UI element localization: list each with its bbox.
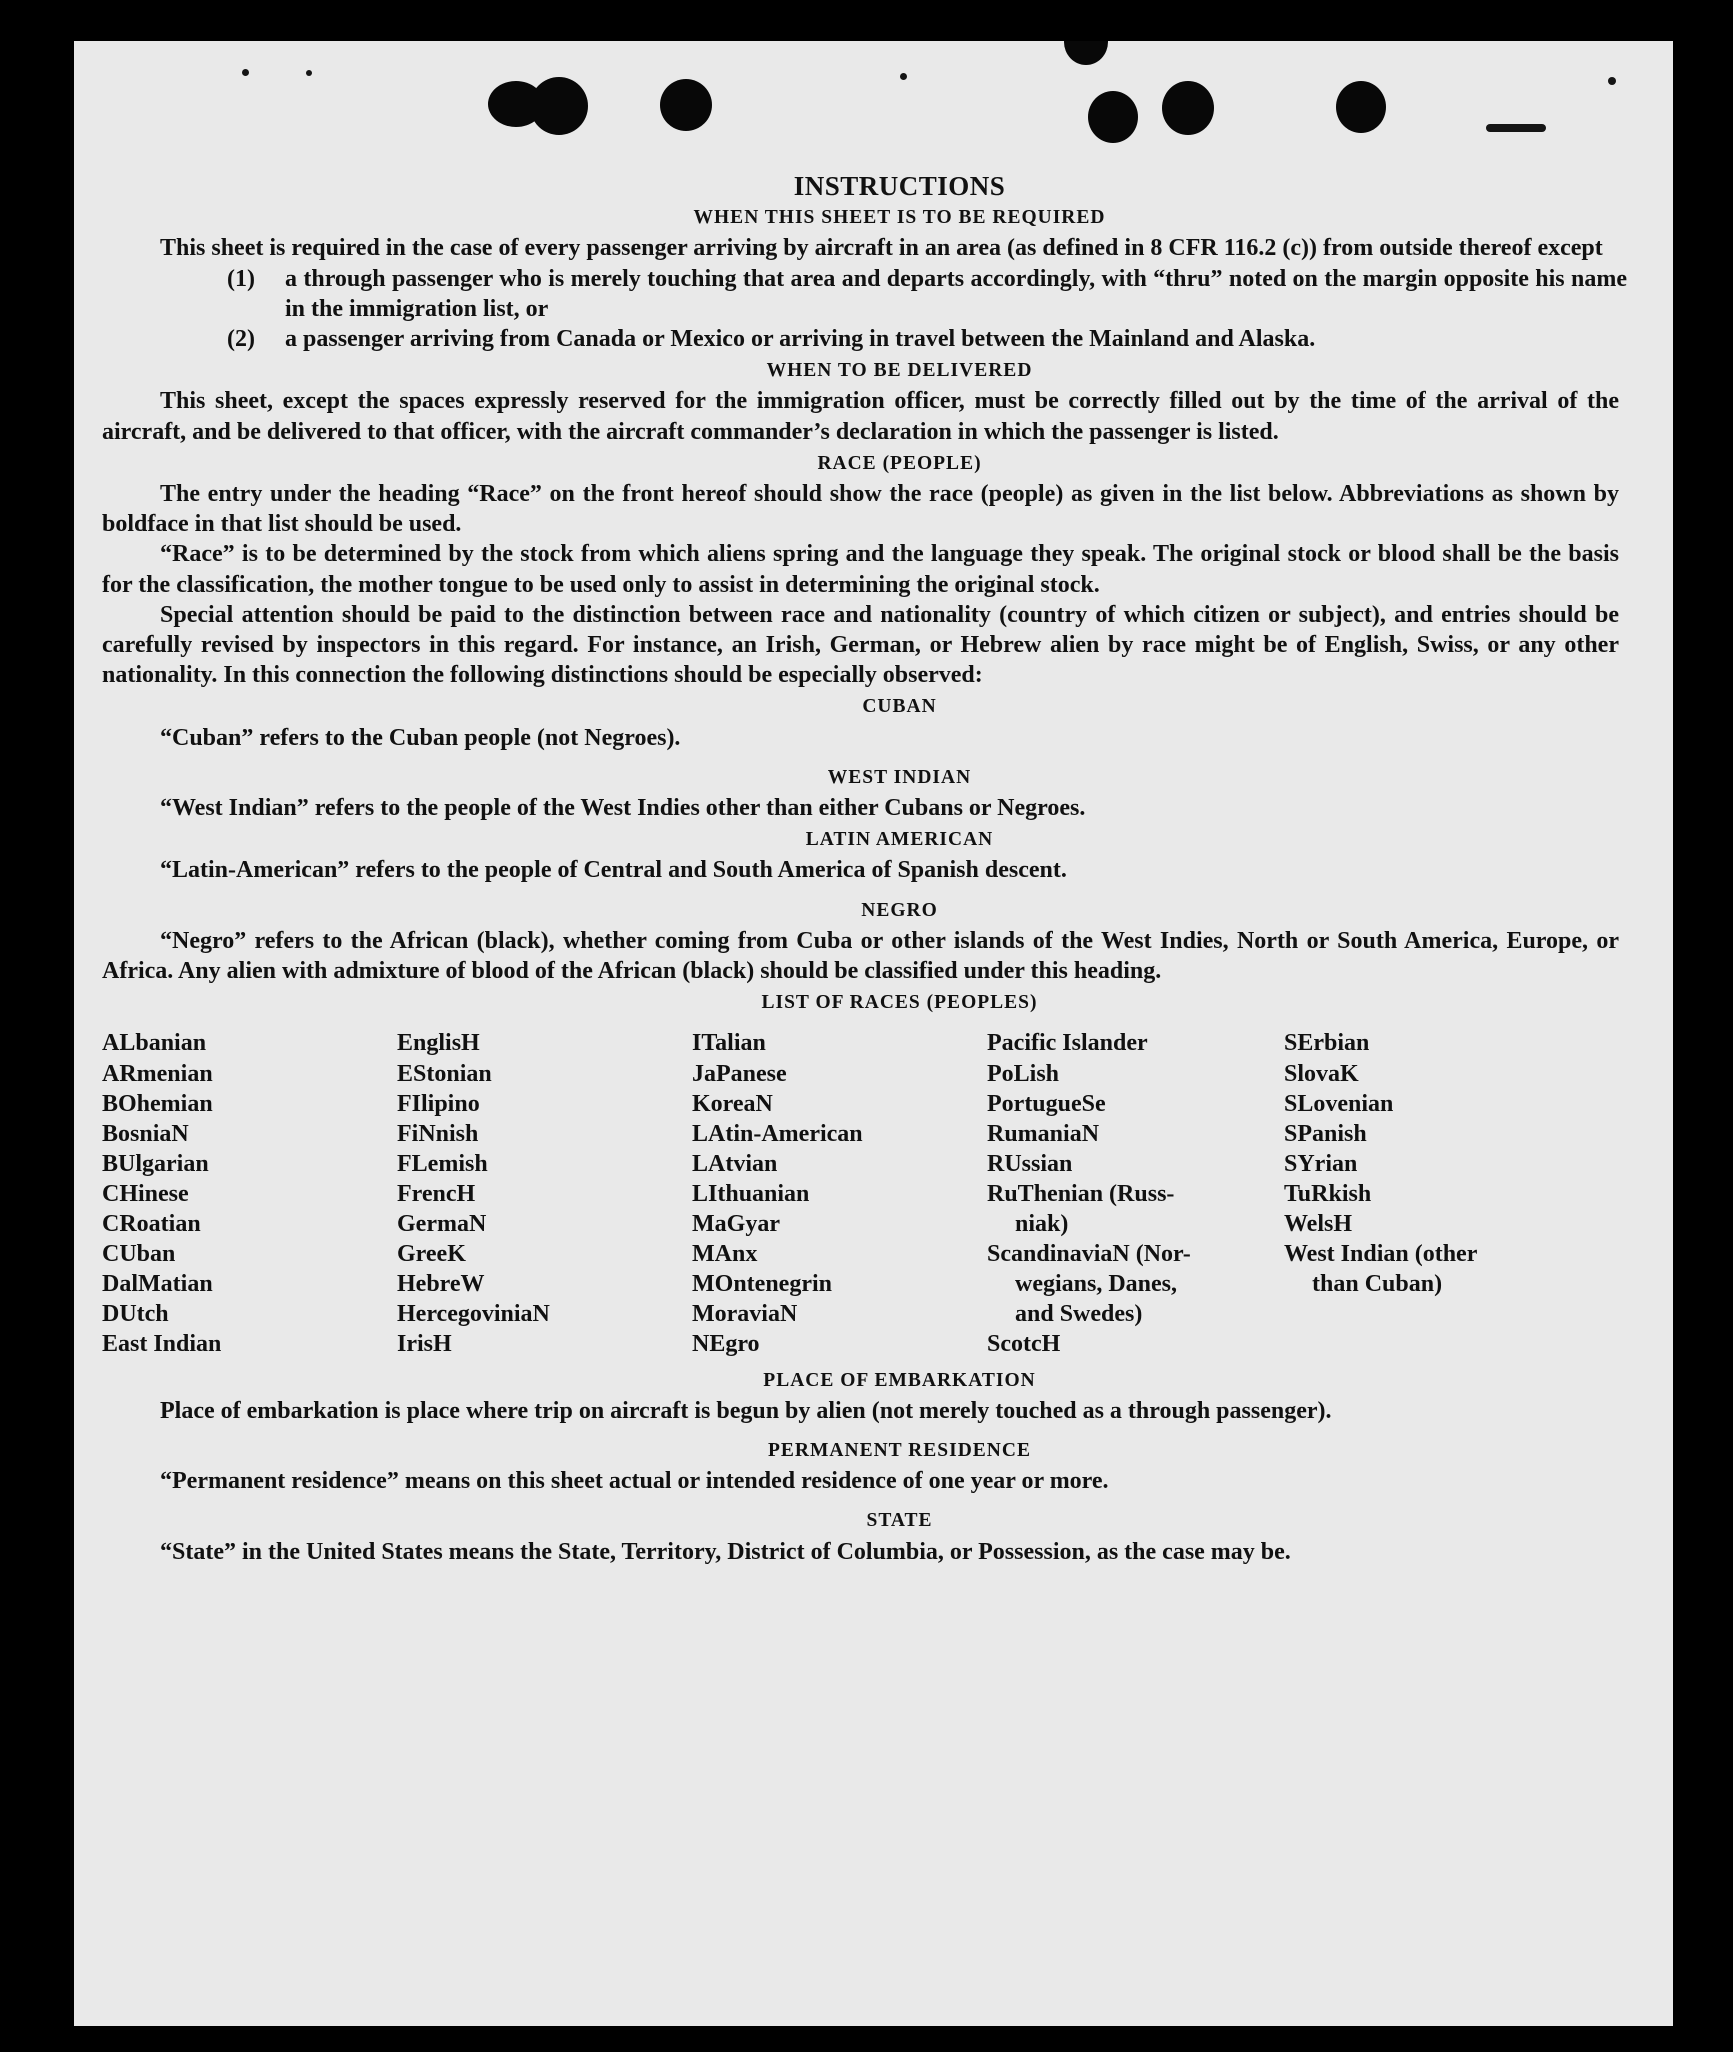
race-column	[987, 1028, 1284, 1359]
race-column	[692, 1028, 987, 1359]
page-title: INSTRUCTIONS	[793, 171, 1006, 201]
residence-text: “Permanent residence” means on this sheet actual or intended residence of one year or more.	[160, 1468, 1109, 1495]
item-number: (1)	[227, 265, 255, 292]
race-entry: RumaniaN	[987, 1120, 1100, 1147]
race-column	[102, 1028, 397, 1359]
race-entry: LAtin-American	[692, 1120, 863, 1147]
race-entry: ITalian	[692, 1030, 766, 1057]
race-entry: FrencH	[397, 1180, 476, 1207]
instructions-content	[102, 171, 1627, 1567]
race-entry: CHinese	[102, 1180, 189, 1207]
race-entry: ScandinaviaN (Nor-	[987, 1241, 1191, 1268]
race-entry: CUban	[102, 1241, 176, 1268]
heading-negro: NEGRO	[861, 899, 938, 921]
race-entry: MaGyar	[692, 1211, 780, 1238]
race-entry: LIthuanian	[692, 1180, 810, 1207]
race-entry: IrisH	[397, 1331, 452, 1358]
race-entry: WelsH	[1284, 1211, 1353, 1238]
negro-text: “Negro” refers to the African (black), whether coming from Cuba or other islands of the West Indies, North or South America, Europe, or Africa. Any alien with admixture of blood of the African (black) should be classified under this heading.	[102, 927, 1619, 985]
race-entry: TuRkish	[1284, 1180, 1372, 1207]
race-entry: JaPanese	[692, 1060, 787, 1087]
race-entry: East Indian	[102, 1331, 222, 1358]
heading-residence: PERMANENT RESIDENCE	[768, 1439, 1031, 1461]
race-entry: MAnx	[692, 1241, 758, 1268]
heading-latin-american: LATIN AMERICAN	[805, 829, 994, 851]
item-number: (2)	[227, 326, 255, 353]
race-entry: SYrian	[1284, 1150, 1358, 1177]
race-entry: HebreW	[397, 1271, 485, 1298]
required-intro: This sheet is required in the case of every passenger arriving by aircraft in an area (as defined in 8 CFR 116.2 (c)) from outside thereof except	[160, 235, 1603, 262]
race-entry-continued: and Swedes)	[1015, 1301, 1143, 1328]
latin-american-text: “Latin-American” refers to the people of Central and South America of Spanish descent.	[160, 857, 1067, 884]
punch-hole	[1336, 81, 1386, 133]
heading-required: WHEN THIS SHEET IS TO BE REQUIRED	[693, 207, 1106, 229]
punch-hole	[530, 77, 588, 135]
punch-hole	[660, 79, 712, 131]
race-entry: CRoatian	[102, 1211, 201, 1238]
heading-west-indian: WEST INDIAN	[827, 766, 972, 788]
race-entry-continued: wegians, Danes,	[1015, 1271, 1178, 1298]
race-entry: SlovaK	[1284, 1060, 1359, 1087]
race-entry: EStonian	[397, 1060, 492, 1087]
race-entry: FiNnish	[397, 1120, 479, 1147]
speck	[1608, 77, 1616, 85]
delivered-text: This sheet, except the spaces expressly reserved for the immigration officer, must be correctly filled out by the time of the arrival of the aircraft, and be delivered to that officer, with the aircraft commander’s declaration in which the passenger is listed.	[102, 388, 1619, 445]
punch-hole	[1064, 41, 1108, 65]
race-entry-continued: than Cuban)	[1312, 1271, 1443, 1298]
list-item	[227, 324, 1627, 354]
heading-race: RACE (PEOPLE)	[817, 452, 982, 474]
race-entry: SLovenian	[1284, 1090, 1394, 1117]
speck	[900, 73, 907, 80]
race-entry: KoreaN	[692, 1090, 773, 1117]
race-column	[1284, 1028, 1584, 1359]
race-entry: BosniaN	[102, 1120, 189, 1147]
embarkation-text: Place of embarkation is place where trip on aircraft is begun by alien (not merely touched as a through passenger).	[160, 1397, 1332, 1424]
item-text: a passenger arriving from Canada or Mexico or arriving in travel between the Mainland and Alaska.	[285, 326, 1316, 353]
heading-delivered: WHEN TO BE DELIVERED	[766, 360, 1033, 382]
race-entry: West Indian (other	[1284, 1241, 1478, 1268]
punch-hole	[1162, 81, 1214, 135]
document-page	[74, 41, 1673, 2026]
race-entry: EnglisH	[397, 1030, 480, 1057]
race-entry: RUssian	[987, 1150, 1073, 1177]
race-entry: BUlgarian	[102, 1150, 209, 1177]
item-text: a through passenger who is merely touching that area and departs accordingly, with “thru” noted on the margin opposite his name in the immigration list, or	[285, 265, 1627, 322]
race-entry: GermaN	[397, 1211, 487, 1238]
race-entry: MoraviaN	[692, 1301, 798, 1328]
race-entry-continued: niak)	[1015, 1211, 1069, 1238]
race-entry: ALbanian	[102, 1030, 207, 1057]
race-entry: GreeK	[397, 1241, 466, 1268]
heading-embarkation: PLACE OF EMBARKATION	[763, 1369, 1036, 1391]
cuban-text: “Cuban” refers to the Cuban people (not Negroes).	[160, 724, 681, 751]
race-entry: DUtch	[102, 1301, 169, 1328]
race-paragraph-1: The entry under the heading “Race” on the front hereof should show the race (people) as given in the list below. Abbreviations as shown by boldface in that list should be used.	[102, 481, 1619, 538]
heading-cuban: CUBAN	[862, 696, 937, 718]
race-entry: FLemish	[397, 1150, 488, 1177]
race-entry: HercegoviniaN	[397, 1301, 550, 1328]
west-indian-text: “West Indian” refers to the people of the West Indies other than either Cubans or Negroes.	[160, 795, 1086, 822]
race-entry: MOntenegrin	[692, 1271, 832, 1298]
state-text: “State” in the United States means the State, Territory, District of Columbia, or Possession, as the case may be.	[160, 1538, 1291, 1565]
speck	[242, 69, 249, 76]
list-item	[227, 264, 1627, 324]
heading-state: STATE	[866, 1510, 933, 1532]
race-entry: RuThenian (Russ-	[987, 1180, 1175, 1207]
race-entry: LAtvian	[692, 1150, 778, 1177]
speck	[306, 70, 312, 76]
race-entry: NEgro	[692, 1331, 760, 1358]
race-list	[102, 1028, 1627, 1359]
race-entry: Pacific Islander	[987, 1030, 1148, 1057]
race-entry: ScotcH	[987, 1331, 1061, 1358]
race-column	[397, 1028, 692, 1359]
speck	[1486, 124, 1546, 132]
race-entry: FIlipino	[397, 1090, 480, 1117]
race-paragraph-3: Special attention should be paid to the distinction between race and nationality (country of which citizen or subject), and entries should be carefully revised by inspectors in this regard. For instance, an Irish, German, or Hebrew alien by race might be of English, Swiss, or any other nationality. In this connection the following distinctions should be especially observed:	[102, 601, 1619, 689]
race-entry: PortugueSe	[987, 1090, 1106, 1117]
race-entry: SPanish	[1284, 1120, 1367, 1147]
race-entry: DalMatian	[102, 1271, 213, 1298]
race-entry: PoLish	[987, 1060, 1060, 1087]
heading-list-of-races: LIST OF RACES (PEOPLES)	[761, 992, 1038, 1014]
punch-hole	[1088, 91, 1138, 143]
race-entry: ARmenian	[102, 1060, 213, 1087]
race-entry: BOhemian	[102, 1090, 213, 1117]
race-entry: SErbian	[1284, 1030, 1370, 1057]
race-paragraph-2: “Race” is to be determined by the stock from which aliens spring and the language they speak. The original stock or blood shall be the basis for the classification, the mother tongue to be used only to assist in determining the original stock.	[102, 541, 1619, 598]
